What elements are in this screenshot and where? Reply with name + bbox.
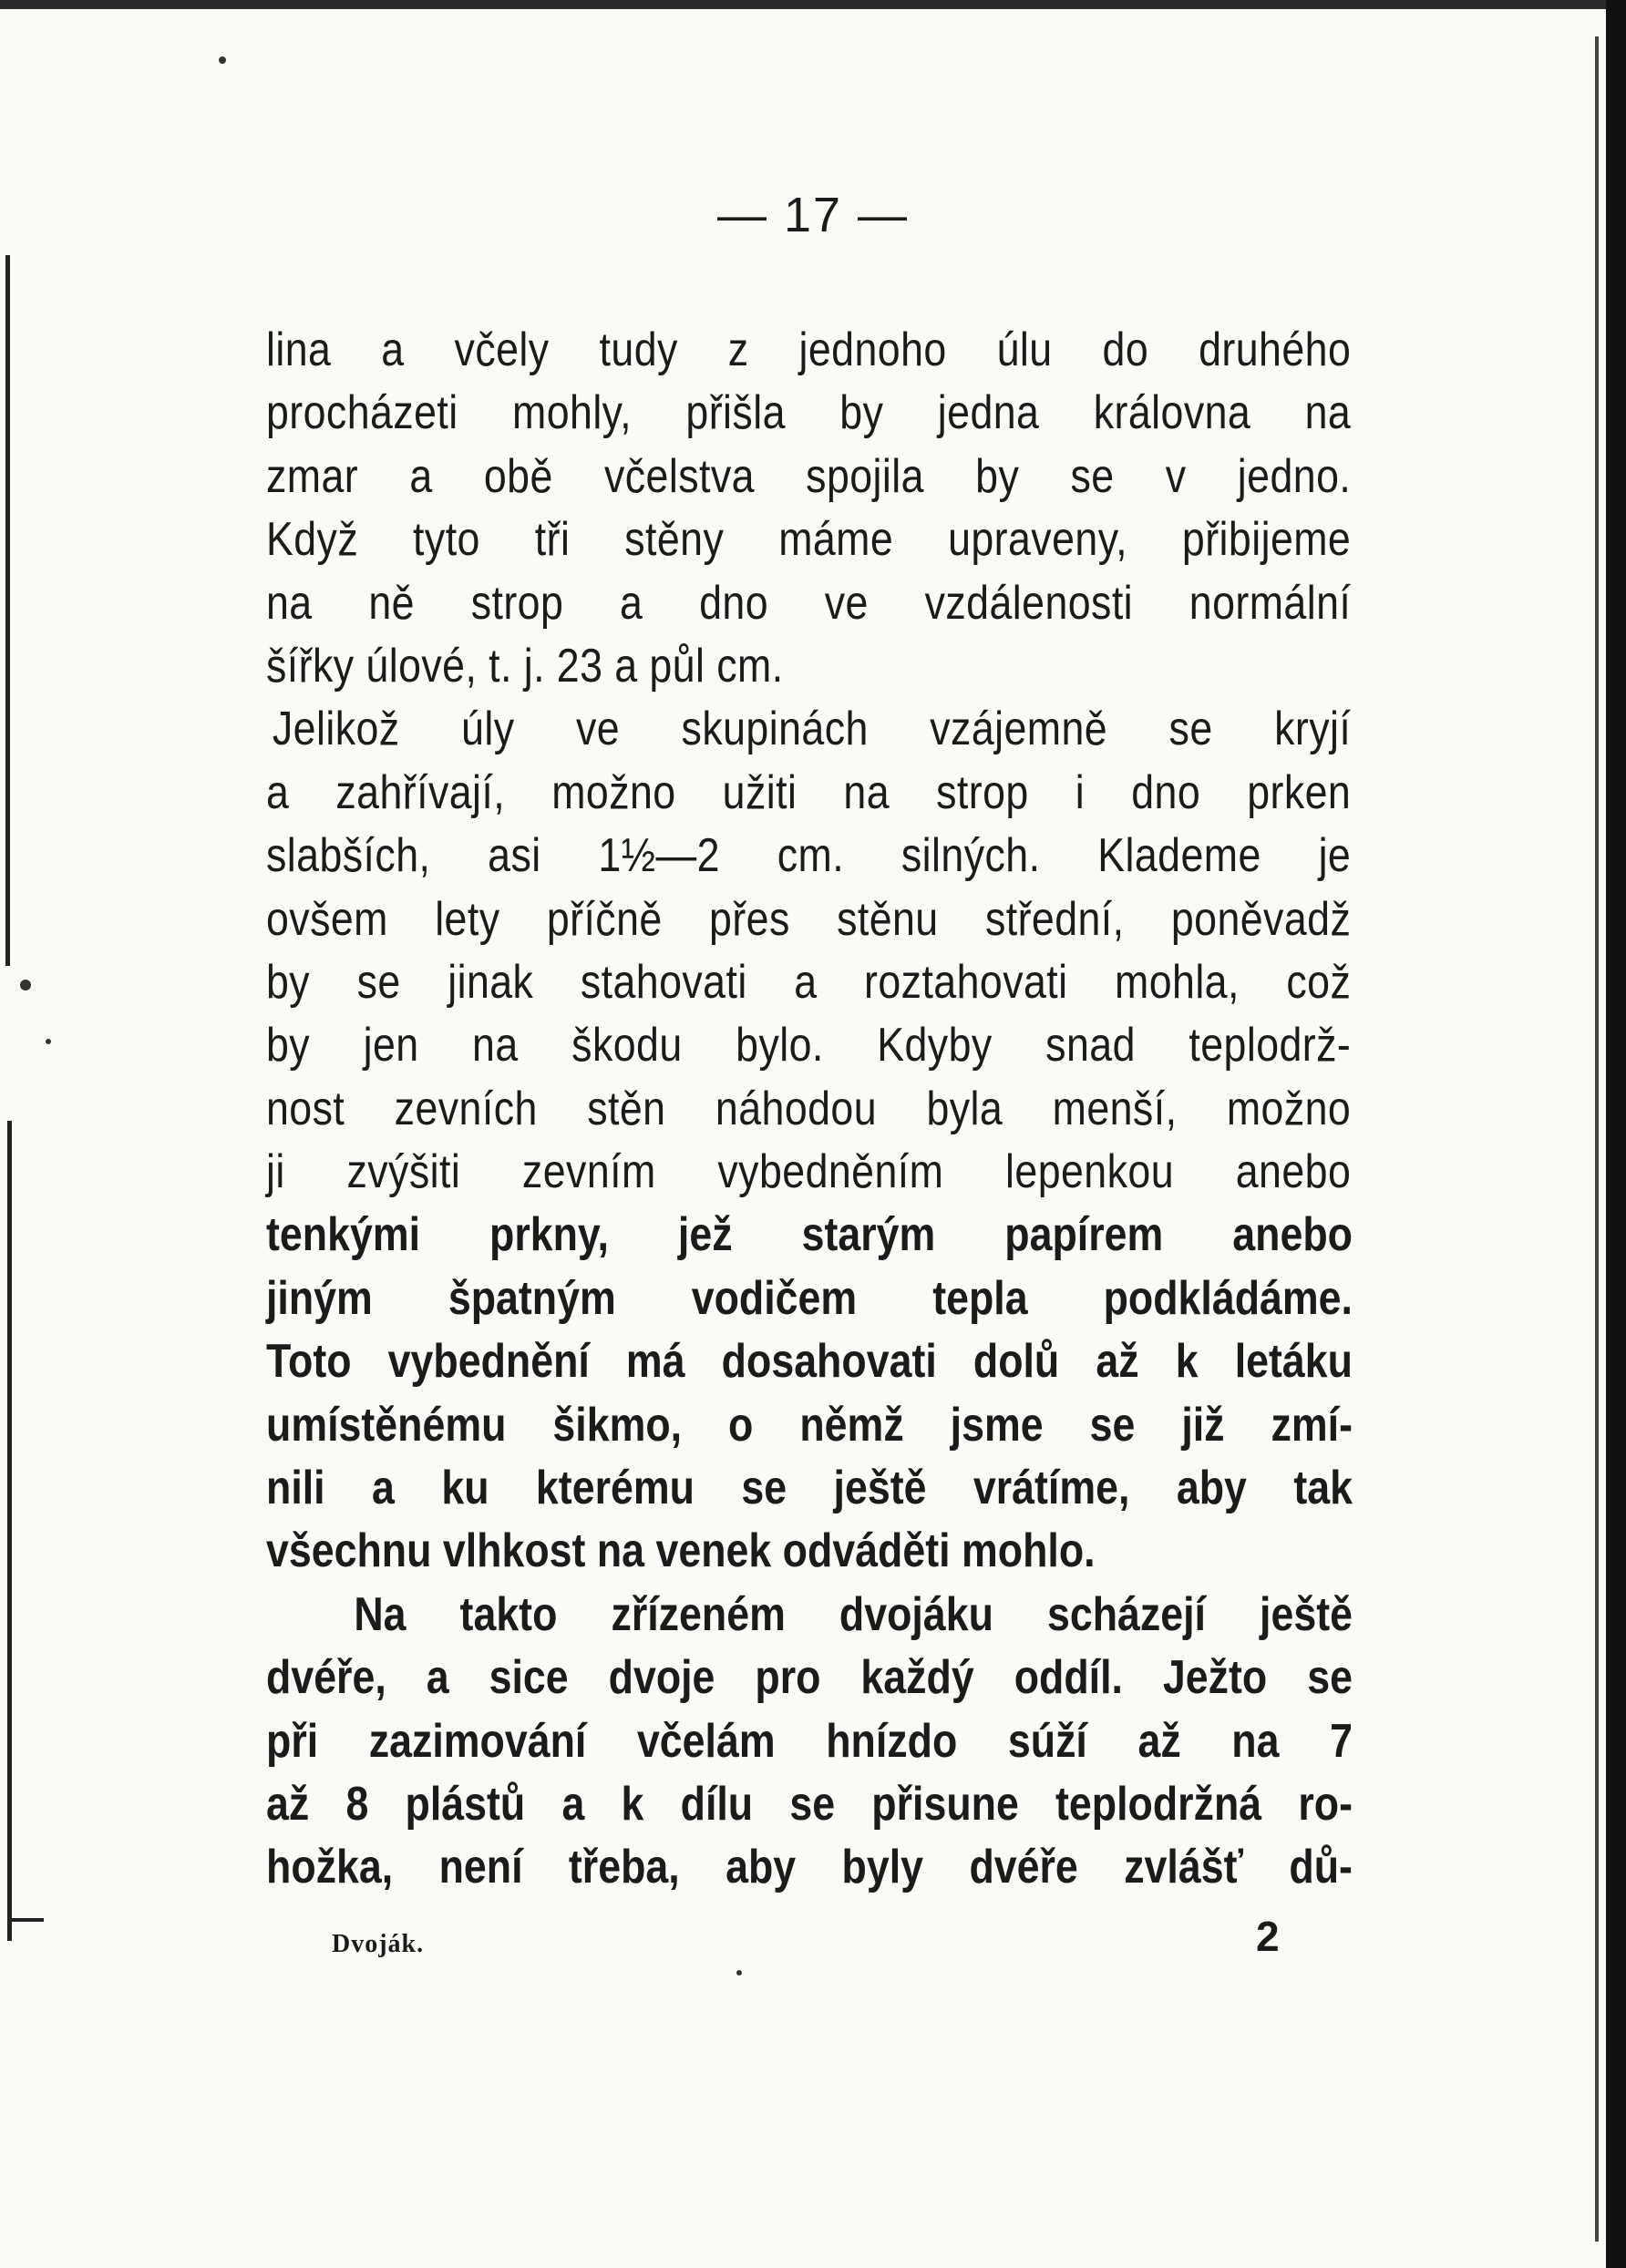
text-line: slabších, asi 1½—2 cm. silných. Klademe je — [266, 829, 1352, 883]
scan-right-inner-line — [1595, 36, 1599, 2242]
text-line: na ně strop a dno ve vzdálenosti normální — [266, 576, 1352, 630]
sheet-mark: 2 — [1256, 1913, 1280, 1960]
text-line: by jen na škodu bylo. Kdyby snad teplodrž- — [266, 1019, 1352, 1072]
text-line: by se jinak stahovati a roztahovati mohla, což — [266, 955, 1352, 1009]
text-line: lina a včely tudy z jednoho úlu do druhého — [266, 323, 1352, 376]
text-line: a zahřívají, možno užiti na strop i dno prken — [266, 765, 1352, 819]
scan-speck — [46, 1039, 51, 1044]
text-line: umístěnému šikmo, o němž jsme se již zmí- — [266, 1398, 1353, 1452]
scan-speck — [20, 980, 31, 990]
text-line: Na takto zřízeném dvojáku scházejí ještě — [354, 1587, 1353, 1641]
text-line: až 8 plástů a k dílu se přisune teplodržná ro- — [266, 1777, 1353, 1831]
text-line: Když tyto tři stěny máme upraveny, přibijeme — [266, 513, 1352, 567]
scan-speck — [736, 1970, 742, 1976]
body-text — [266, 319, 1351, 1900]
text-line: zmar a obě včelstva spojila by se v jedno. — [266, 449, 1352, 503]
text-line: ovšem lety příčně přes stěnu střední, poněvadž — [266, 892, 1352, 946]
text-line: nili a ku kterému se ještě vrátíme, aby tak — [266, 1462, 1353, 1515]
scan-right-edge — [1606, 0, 1626, 2268]
footer-signature: Dvoják. — [332, 1930, 425, 1958]
page-number: — 17 — — [716, 188, 910, 242]
text-line: všechnu vlhkost na venek odváděti mohlo. — [266, 1524, 1096, 1578]
text-line: tenkými prkny, jež starým papírem anebo — [266, 1208, 1353, 1262]
scan-left-edge-upper — [5, 255, 10, 966]
scan-speck — [219, 56, 226, 64]
scan-left-tick — [9, 1918, 44, 1922]
scan-top-edge — [0, 0, 1626, 9]
text-line: šířky úlové, t. j. 23 a půl cm. — [266, 639, 784, 693]
text-line: procházeti mohly, přišla by jedna královna na — [266, 386, 1352, 440]
text-line: při zazimování včelám hnízdo súží až na 7 — [266, 1714, 1353, 1768]
text-line: Toto vybednění má dosahovati dolů až k letáku — [266, 1335, 1353, 1389]
scan-left-edge-lower — [7, 1121, 12, 1941]
text-line: Jelikož úly ve skupinách vzájemně se kryjí — [272, 703, 1352, 756]
text-line: ji zvýšiti zevním vybedněním lepenkou anebo — [266, 1145, 1352, 1199]
text-line: dvéře, a sice dvoje pro každý oddíl. Ježto se — [266, 1651, 1353, 1705]
text-line: jiným špatným vodičem tepla podkládáme. — [266, 1271, 1353, 1325]
text-line: hožka, není třeba, aby byly dvéře zvlášť dů- — [266, 1841, 1353, 1894]
text-line: nost zevních stěn náhodou byla menší, možno — [266, 1082, 1352, 1135]
